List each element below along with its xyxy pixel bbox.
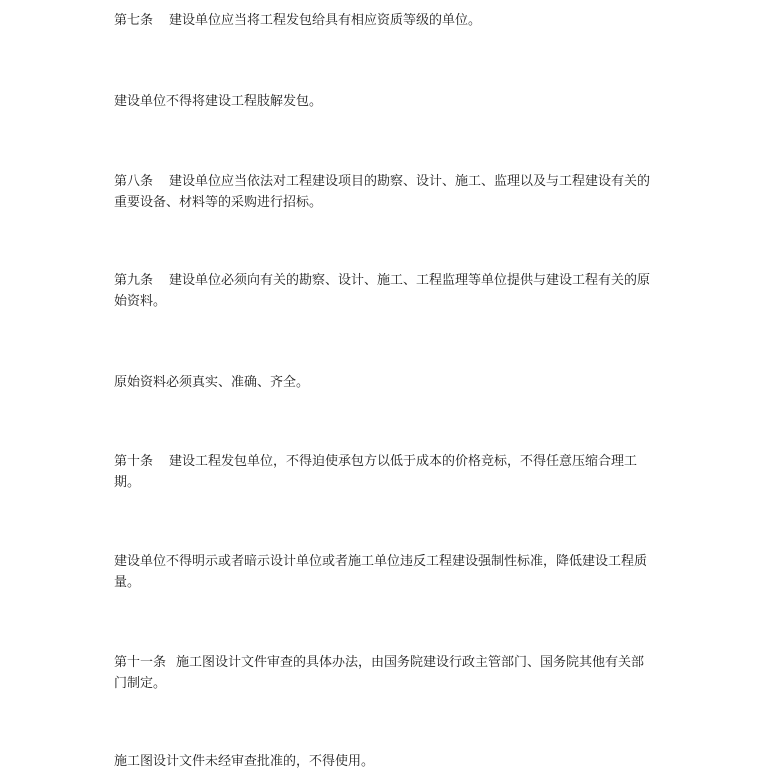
clause-text: 建设单位不得明示或者暗示设计单位或者施工单位违反工程建设强制性标准，降低建设工程质量。 [114,554,648,590]
clause-text: 建设单位不得将建设工程肢解发包。 [114,94,323,109]
paragraph-article-9-clause-2 [114,372,654,393]
article-text: 建设单位应当将工程发包给具有相应资质等级的单位。 [169,13,482,28]
paragraph-article-11-clause-2 [114,751,654,772]
article-text: 建设工程发包单位，不得迫使承包方以低于成本的价格竞标，不得任意压缩合理工期。 [114,454,638,490]
clause-text: 施工图设计文件未经审查批准的，不得使用。 [114,754,375,769]
paragraph-article-7 [114,10,654,31]
paragraph-article-10-clause-2 [114,551,654,593]
article-text: 施工图设计文件审查的具体办法，由国务院建设行政主管部门、国务院其他有关部门制定。 [114,655,645,691]
article-number: 第十条 [114,454,154,469]
paragraph-article-11 [114,652,654,694]
paragraph-article-9 [114,270,654,312]
article-text: 建设单位必须向有关的勘察、设计、施工、工程监理等单位提供与建设工程有关的原始资料。 [114,273,651,309]
article-number: 第八条 [114,174,154,189]
paragraph-article-7-clause-2 [114,91,654,112]
clause-text: 原始资料必须真实、准确、齐全。 [114,375,310,390]
article-text: 建设单位应当依法对工程建设项目的勘察、设计、施工、监理以及与工程建设有关的重要设备、材料等的采购进行招标。 [114,174,651,210]
article-number: 第七条 [114,13,154,28]
paragraph-article-10 [114,451,654,493]
article-number: 第十一条 [114,655,167,670]
article-number: 第九条 [114,273,154,288]
paragraph-article-8 [114,171,654,213]
